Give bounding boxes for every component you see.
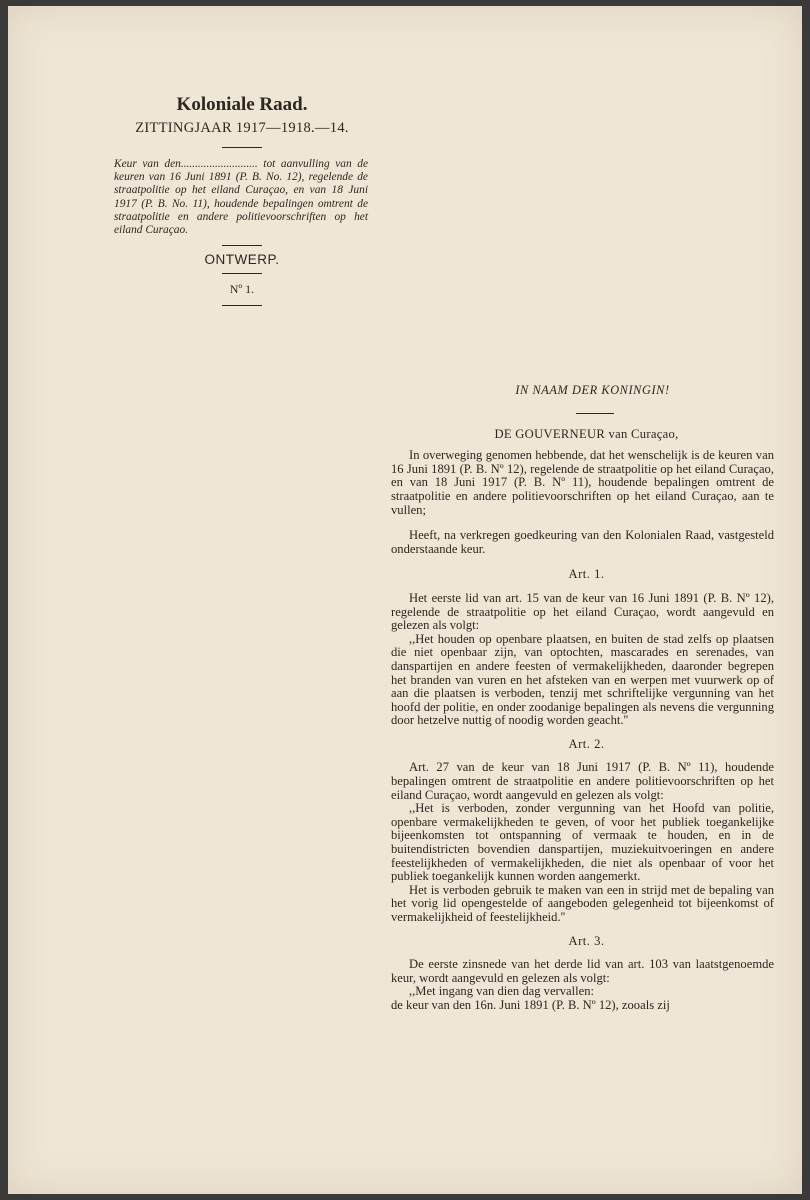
- preamble-paragraph: In overweging genomen hebbende, dat het wenschelijk is de keuren van 16 Juni 1891 (P. B. Nº 12), regelende de straatpolitie op het eiland Curaçao, en van 18 Juni 1917 (P. B. Nº 11), houdende bepalingen omtrent de straatpolitie en andere politievoorschriften op het eiland Curaçao, aan te vullen;: [391, 448, 774, 517]
- divider: [222, 305, 262, 306]
- article-text: Art. 27 van de keur van 18 Juni 1917 (P. B. Nº 11), houdende bepalingen omtrent de straatpolitie en andere politievoorschriften op het eiland Curaçao, wordt aangevuld en gelezen als volgt:: [391, 760, 774, 802]
- article-text: Het eerste lid van art. 15 van de keur van 16 Juni 1891 (P. B. Nº 12), regelende de straatpolitie op het eiland Curaçao, wordt aangevuld en gelezen als volgt:: [391, 590, 774, 633]
- divider: [576, 413, 614, 414]
- divider: [222, 273, 262, 274]
- article-quote: ,,Het is verboden, zonder vergunning van het Hoofd van politie, openbare vermakelijkheden te geven, of voor het publiek toegankelijke bijeenkomsten tot ontspanning of vermaak te houden, en in de buitendistricten bovendien danspartijen, muziekuitvoeringen en andere feestelijkheden of vermakelijkheden, die niet als openbaar of voor het publiek toegankelijk kunnen worden aangemerkt.: [391, 801, 774, 884]
- article-quote: Het is verboden gebruik te maken van een in strijd met de bepaling van het vorig lid opengestelde of aangeboden gelegenheid tot bijeenkomst of vermakelijkheid of feestelijkheid.'': [391, 882, 774, 924]
- article-heading: Art. 3.: [568, 933, 605, 948]
- article-quote: de keur van den 16n. Juni 1891 (P. B. Nº 12), zooals zij: [391, 997, 670, 1012]
- divider: [222, 147, 262, 148]
- article-heading: Art. 2.: [568, 736, 605, 751]
- governor-heading: DE GOUVERNEUR van Curaçao,: [494, 426, 679, 441]
- session-year: ZITTINGJAAR 1917—1918.—14.: [135, 120, 349, 136]
- preamble-paragraph: Heeft, na verkregen goedkeuring van den Kolonialen Raad, vastgesteld onderstaande keur.: [391, 528, 774, 556]
- document-header: [108, 94, 376, 316]
- ordinance-body: [391, 384, 774, 1013]
- article-quote: ,,Met ingang van dien dag vervallen:: [409, 984, 595, 999]
- divider: [222, 245, 262, 246]
- article-heading: Art. 1.: [568, 567, 605, 582]
- invocation: IN NAAM DER KONINGIN!: [515, 383, 670, 397]
- draft-number: Nº 1.: [229, 282, 255, 297]
- document-page: [8, 6, 802, 1194]
- draft-label: ONTWERP.: [204, 252, 280, 268]
- ordinance-subject: Keur van den........................... tot aanvulling van de keuren van 16 Juni 1891 (P. B. No. 12), regelende de straatpolitie op het eiland Curaçao, en van 18 Juni 1917 (P. B. No. 11), houdende bepalingen omtrent de straatpolitie en andere politievoorschriften op het eiland Curaçao.: [114, 158, 368, 237]
- article-quote: ,,Het houden op openbare plaatsen, en buiten de stad zelfs op plaatsen die niet openbaar zijn, van optochten, mascarades en serenades, van danspartijen en andere feesten of vermakelijkheden, daaronder begrepen het branden van vuren en het afsteken van en werpen met vuurwerk op of aan die plaatsen is verboden, tenzij met schriftelijke vergunning van het hoofd der politie, en onder zoodanige bepalingen als nevens die vergunning door hetzelve nuttig of noodig worden geacht.'': [391, 631, 774, 728]
- council-name: Koloniale Raad.: [176, 94, 308, 115]
- article-text: De eerste zinsnede van het derde lid van art. 103 van laatstgenoemde keur, wordt aangevuld en gelezen als volgt:: [391, 957, 774, 985]
